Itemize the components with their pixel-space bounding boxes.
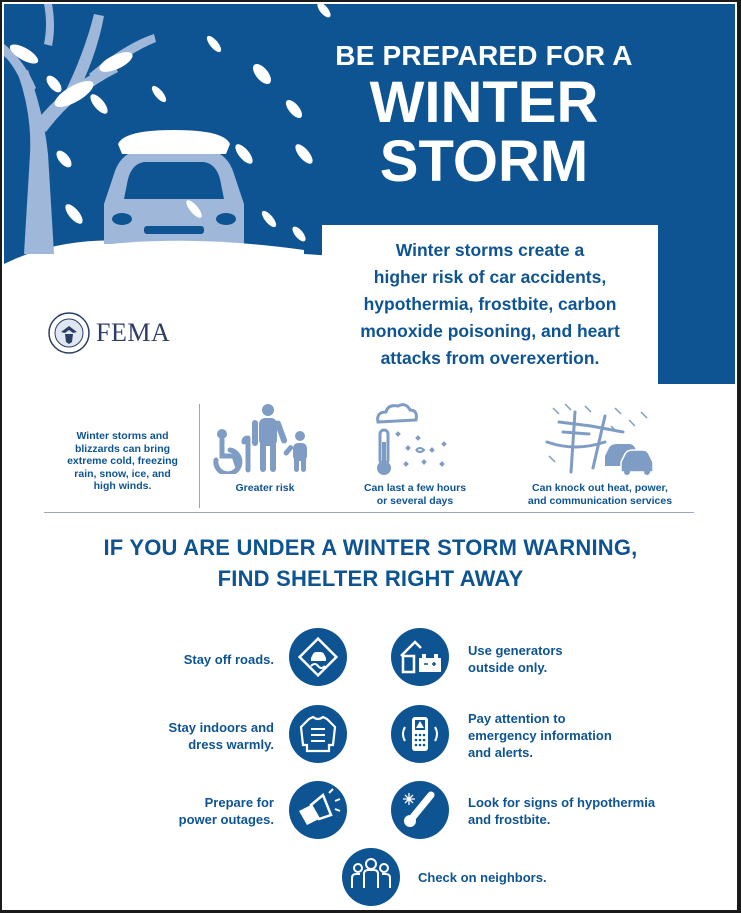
intro-line: attacks from overexertion.: [380, 348, 600, 368]
warning-headline-line-2: FIND SHELTER RIGHT AWAY: [217, 566, 524, 591]
action-line: emergency information: [468, 728, 612, 743]
title-line-3: STORM: [379, 129, 589, 194]
action-line: Check on neighbors.: [418, 870, 547, 885]
warning-headline-line-1: IF YOU ARE UNDER A WINTER STORM WARNING,: [103, 535, 638, 560]
action-line: Pay attention to: [468, 711, 566, 726]
fact-line: Greater risk: [235, 482, 295, 494]
action-line: outside only.: [468, 660, 548, 675]
flashlight-icon: [289, 781, 347, 839]
intro-line: higher risk of car accidents,: [373, 267, 607, 287]
intro-text: [332, 237, 648, 372]
fema-wordmark: FEMA: [96, 318, 171, 347]
action-line: Stay off roads.: [183, 652, 274, 667]
action-emergency-alerts: [468, 710, 638, 761]
action-line: Prepare for: [204, 795, 274, 810]
intro-line: monoxide poisoning, and heart: [360, 321, 620, 341]
action-hypothermia-signs: [468, 794, 688, 828]
action-line: dress warmly.: [188, 737, 274, 752]
publication-code: FEMA V-1014/June 2018: [94, 365, 202, 376]
title-line-2: WINTER: [369, 70, 599, 135]
fact-line: or several days: [376, 494, 454, 507]
facts-lead-line: high winds.: [93, 480, 152, 492]
action-line: Stay indoors and: [168, 720, 274, 735]
power-lines-icon: [545, 402, 655, 476]
action-generators-outside: [468, 642, 628, 676]
neighbors-icon: [342, 848, 400, 906]
action-line: Look for signs of hypothermia: [468, 795, 656, 810]
fact-duration: [350, 482, 480, 507]
radio-alert-icon: [391, 705, 449, 763]
facts-lead-line: blizzards can bring: [74, 442, 171, 455]
action-power-outages: [140, 794, 274, 828]
action-check-neighbors: [418, 869, 618, 886]
generator-icon: [391, 628, 449, 686]
facts-bottom-rule: [44, 512, 694, 513]
cold-thermometer-icon: [391, 781, 449, 839]
dhs-seal-icon: [48, 312, 90, 354]
action-line: Use generators: [468, 643, 563, 658]
intro-line: hypothermia, frostbite, carbon: [363, 294, 617, 314]
slippery-road-icon: [289, 628, 347, 686]
thermometer-snow-icon: [370, 402, 460, 476]
people-group-icon: [208, 402, 318, 474]
sweater-icon: [289, 705, 347, 763]
action-line: power outages.: [178, 812, 274, 827]
fact-line: Can knock out heat, power,: [532, 482, 668, 494]
action-line: and alerts.: [468, 745, 534, 760]
fact-line: Can last a few hours: [363, 482, 467, 494]
fema-logo: [48, 312, 170, 354]
action-stay-off-roads: [140, 651, 274, 668]
facts-divider: [199, 404, 200, 508]
title-line-1: BE PREPARED FOR A: [335, 40, 633, 71]
facts-lead-line: extreme cold, freezing: [67, 455, 178, 467]
facts-lead-text: [50, 430, 195, 493]
intro-box: [322, 225, 658, 384]
fact-outages: [512, 482, 688, 507]
fact-greater-risk: [210, 482, 320, 495]
action-stay-indoors: [130, 719, 274, 753]
action-line: and frostbite.: [468, 812, 551, 827]
intro-line: Winter storms create a: [395, 240, 585, 260]
facts-lead-line: rain, snow, ice, and: [74, 467, 171, 480]
fact-line: and communication services: [527, 494, 673, 507]
facts-lead-line: Winter storms and: [76, 430, 169, 442]
